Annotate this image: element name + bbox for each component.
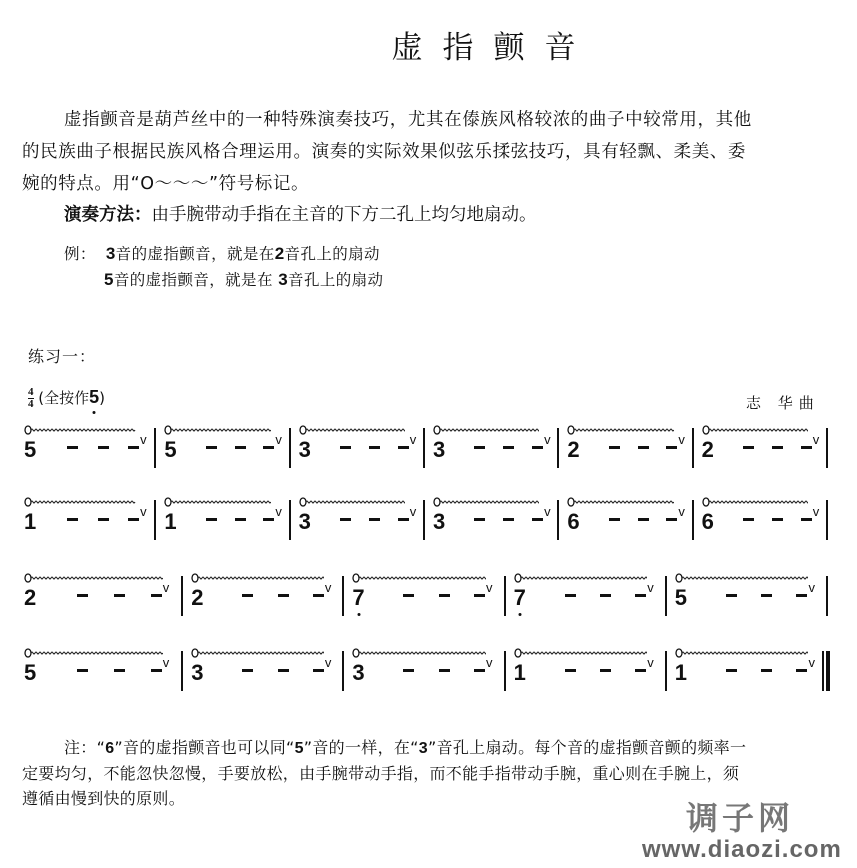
breath-mark-icon: v: [275, 432, 282, 447]
vibrato-mark-icon: [191, 572, 324, 584]
meter-bottom: 4: [28, 398, 34, 410]
duration-dash: [151, 669, 162, 672]
duration-dash: [340, 446, 351, 449]
duration-dash: [151, 594, 162, 597]
composer-credit: 志 华曲: [746, 394, 820, 412]
note-five: 5: [294, 740, 304, 757]
note: 5: [674, 585, 688, 610]
barline: [504, 576, 506, 616]
footnote-line-1: 注：“6”音的虚指颤音也可以同“5”音的一样，在“3”音孔上扇动。每个音的虚指颤音颤的频率一: [64, 738, 747, 757]
duration-dash: [313, 594, 324, 597]
duration-dash: [743, 518, 754, 521]
measure: [22, 494, 148, 546]
duration-dash: [114, 669, 125, 672]
intro-line-3: 婉的特点。用“O～～～”符号标记。: [22, 174, 310, 194]
note: 1: [513, 660, 526, 685]
breath-mark-icon: v: [486, 655, 493, 670]
measure: [673, 570, 820, 622]
duration-dash: [242, 594, 253, 597]
duration-dash: [761, 594, 772, 597]
barline: [557, 500, 559, 540]
note: 5: [24, 660, 37, 685]
duration-dash: [503, 446, 514, 449]
breath-mark-icon: v: [486, 580, 493, 595]
barline: [342, 576, 344, 616]
measure: [512, 570, 659, 622]
note: 5: [24, 437, 37, 462]
note: 3: [352, 660, 365, 685]
duration-dash: [503, 518, 514, 521]
measure: [189, 645, 336, 697]
duration-dash: [772, 518, 783, 521]
measure: [350, 570, 497, 622]
breath-mark-icon: v: [812, 432, 820, 447]
duration-dash: [403, 669, 414, 672]
duration-dash: [600, 594, 611, 597]
barline: [826, 428, 828, 468]
final-barline: [822, 651, 830, 691]
measure: [350, 645, 497, 697]
barline: [826, 500, 828, 540]
practice-heading: 练习一：: [28, 347, 97, 366]
note: 2: [701, 437, 714, 462]
vibrato-mark-icon: [433, 496, 539, 508]
method-paragraph: [64, 201, 537, 226]
example-2: [104, 268, 383, 290]
measure: [162, 494, 282, 546]
vibrato-mark-icon: [24, 496, 136, 508]
measure: [22, 570, 175, 622]
note: 3: [191, 660, 204, 685]
duration-dash: [474, 446, 485, 449]
duration-dash: [474, 669, 485, 672]
vibrato-mark-icon: [24, 647, 163, 659]
barline: [423, 500, 425, 540]
breath-mark-icon: v: [544, 432, 551, 447]
duration-dash: [77, 669, 88, 672]
duration-dash: [242, 669, 253, 672]
time-signature-line: [28, 387, 105, 409]
duration-dash: [206, 518, 217, 521]
duration-dash: [67, 446, 78, 449]
note: 1: [24, 509, 37, 534]
duration-dash: [398, 446, 409, 449]
barline: [154, 500, 156, 540]
breath-mark-icon: v: [409, 504, 417, 519]
measure: [431, 494, 551, 546]
duration-dash: [313, 669, 324, 672]
time-signature: [28, 388, 34, 409]
barline: [289, 500, 291, 540]
duration-dash: [340, 518, 351, 521]
duration-dash: [263, 518, 274, 521]
note: 2: [191, 585, 204, 610]
barline: [692, 428, 694, 468]
breath-mark-icon: v: [678, 504, 685, 519]
breath-mark-icon: v: [162, 580, 170, 595]
breath-mark-icon: v: [812, 504, 820, 519]
meter-top: 4: [28, 386, 34, 398]
vibrato-mark-icon: [702, 496, 808, 508]
note: 7: [352, 586, 364, 610]
measure: [700, 494, 820, 546]
barline: [665, 651, 667, 691]
duration-dash: [565, 669, 576, 672]
duration-dash: [128, 446, 139, 449]
barline: [557, 428, 559, 468]
vibrato-mark-icon: [514, 647, 647, 659]
breath-mark-icon: v: [808, 580, 815, 595]
duration-dash: [439, 594, 450, 597]
footnote-line-2: 定要均匀，不能忽快忽慢，手要放松，由手腕带动手指，而不能手指带动手腕，重心则在手腕上，须: [22, 764, 740, 783]
measure: [189, 570, 336, 622]
example-1: [64, 242, 380, 264]
measure: [673, 645, 820, 697]
measure: [565, 422, 685, 474]
duration-dash: [635, 594, 646, 597]
vibrato-mark-icon: [567, 424, 673, 436]
example-hole: 2: [274, 244, 285, 263]
example-text: 音孔上的扇动: [284, 245, 380, 263]
page-title: 虚指颤音: [391, 30, 596, 66]
score-row: [22, 494, 828, 546]
example-text: 音的虚指颤音，就是在: [115, 245, 275, 263]
duration-dash: [98, 446, 109, 449]
breath-mark-icon: v: [324, 580, 332, 595]
duration-dash: [796, 669, 807, 672]
duration-dash: [743, 446, 754, 449]
duration-dash: [67, 518, 78, 521]
duration-dash: [666, 518, 677, 521]
duration-dash: [666, 446, 677, 449]
duration-dash: [439, 669, 450, 672]
note-three: 3: [418, 740, 428, 757]
note-six: 6: [105, 740, 115, 757]
watermark-url: www.diaozi.com: [642, 836, 842, 863]
method-text: 由手腕带动手指在主音的下方二孔上均匀地扇动。: [151, 205, 537, 225]
note: 3: [298, 437, 311, 462]
duration-dash: [474, 518, 485, 521]
example-hole: 3: [278, 270, 289, 289]
breath-mark-icon: v: [544, 504, 551, 519]
note: 3: [433, 437, 446, 462]
measure: [162, 422, 282, 474]
measure: [512, 645, 659, 697]
vibrato-mark-icon: [675, 572, 808, 584]
low-octave-dot: [357, 613, 360, 616]
barline: [154, 428, 156, 468]
duration-dash: [206, 446, 217, 449]
duration-dash: [638, 518, 649, 521]
note: 2: [567, 437, 580, 462]
barline: [181, 651, 183, 691]
note: 1: [164, 509, 177, 534]
score-row: [22, 645, 828, 697]
duration-dash: [98, 518, 109, 521]
note: 6: [567, 509, 580, 534]
breath-mark-icon: v: [275, 504, 282, 519]
method-label: 演奏方法：: [64, 205, 152, 225]
duration-dash: [235, 518, 246, 521]
example-text: 音的虚指颤音，就是在: [113, 271, 279, 289]
barline: [181, 576, 183, 616]
duration-dash: [398, 518, 409, 521]
vibrato-mark-icon: [514, 572, 647, 584]
measure: [431, 422, 551, 474]
breath-mark-icon: v: [808, 655, 815, 670]
intro-line-1: 虚指颤音是葫芦丝中的一种特殊演奏技巧，尤其在傣族风格较浓的曲子中较常用，其他: [64, 110, 752, 130]
note: 6: [701, 509, 714, 534]
score-row: [22, 422, 828, 474]
measure: [22, 645, 175, 697]
duration-dash: [565, 594, 576, 597]
duration-dash: [796, 594, 807, 597]
vibrato-mark-icon: [567, 496, 673, 508]
low-octave-dot: [93, 411, 96, 414]
breath-mark-icon: v: [678, 432, 685, 447]
duration-dash: [726, 594, 737, 597]
duration-dash: [532, 446, 543, 449]
breath-mark-icon: v: [140, 432, 147, 447]
fingering-prefix: (全按作: [38, 389, 90, 407]
duration-dash: [609, 518, 620, 521]
vibrato-mark-icon: [352, 647, 485, 659]
example-note: 5: [104, 270, 114, 289]
duration-dash: [278, 594, 289, 597]
duration-dash: [801, 518, 812, 521]
vibrato-mark-icon: [675, 647, 808, 659]
score-row: [22, 570, 828, 622]
measure: [297, 494, 417, 546]
duration-dash: [609, 446, 620, 449]
breath-mark-icon: v: [324, 655, 332, 670]
example-note: 3: [105, 244, 116, 263]
footnote-line-3: 遵循由慢到快的原则。: [22, 789, 186, 808]
duration-dash: [726, 669, 737, 672]
duration-dash: [635, 669, 646, 672]
vibrato-mark-icon: [299, 424, 405, 436]
breath-mark-icon: v: [647, 655, 654, 670]
barline: [826, 576, 828, 616]
barline: [423, 428, 425, 468]
vibrato-mark-icon: [164, 496, 270, 508]
duration-dash: [772, 446, 783, 449]
example-label: 例：: [64, 245, 96, 263]
duration-dash: [369, 518, 380, 521]
measure: [565, 494, 685, 546]
watermark-name: 调子网: [686, 799, 795, 837]
breath-mark-icon: v: [647, 580, 654, 595]
note: 1: [674, 660, 688, 685]
vibrato-mark-icon: [191, 647, 324, 659]
breath-mark-icon: v: [162, 655, 170, 670]
duration-dash: [474, 594, 485, 597]
vibrato-mark-icon: [24, 572, 163, 584]
measure: [700, 422, 820, 474]
note: 2: [24, 585, 37, 610]
fingering-note: 5: [89, 387, 99, 408]
duration-dash: [761, 669, 772, 672]
intro-paragraph: [22, 104, 832, 200]
fingering-suffix: ): [99, 389, 106, 407]
duration-dash: [77, 594, 88, 597]
low-octave-dot: [518, 613, 521, 616]
note: 5: [164, 437, 177, 462]
example-text: 音孔上的扇动: [288, 271, 384, 289]
note: 3: [433, 509, 446, 534]
note: 7: [514, 586, 526, 610]
footnote-label: 注：: [64, 738, 97, 757]
vibrato-mark-icon: [299, 496, 405, 508]
duration-dash: [278, 669, 289, 672]
duration-dash: [403, 594, 414, 597]
duration-dash: [638, 446, 649, 449]
duration-dash: [128, 518, 139, 521]
measure: [297, 422, 417, 474]
duration-dash: [801, 446, 812, 449]
breath-mark-icon: v: [409, 432, 417, 447]
vibrato-mark-icon: [433, 424, 539, 436]
duration-dash: [263, 446, 274, 449]
barline: [342, 651, 344, 691]
vibrato-mark-icon: [24, 424, 136, 436]
intro-line-2: 的民族曲子根据民族风格合理运用。演奏的实际效果似弦乐揉弦技巧，具有轻飘、柔美、委: [22, 142, 746, 162]
breath-mark-icon: v: [140, 504, 147, 519]
duration-dash: [235, 446, 246, 449]
duration-dash: [600, 669, 611, 672]
barline: [504, 651, 506, 691]
duration-dash: [532, 518, 543, 521]
barline: [692, 500, 694, 540]
barline: [665, 576, 667, 616]
vibrato-mark-icon: [702, 424, 808, 436]
barline: [289, 428, 291, 468]
duration-dash: [369, 446, 380, 449]
note: 3: [298, 509, 311, 534]
vibrato-mark-icon: [352, 572, 485, 584]
measure: [22, 422, 148, 474]
duration-dash: [114, 594, 125, 597]
vibrato-mark-icon: [164, 424, 270, 436]
